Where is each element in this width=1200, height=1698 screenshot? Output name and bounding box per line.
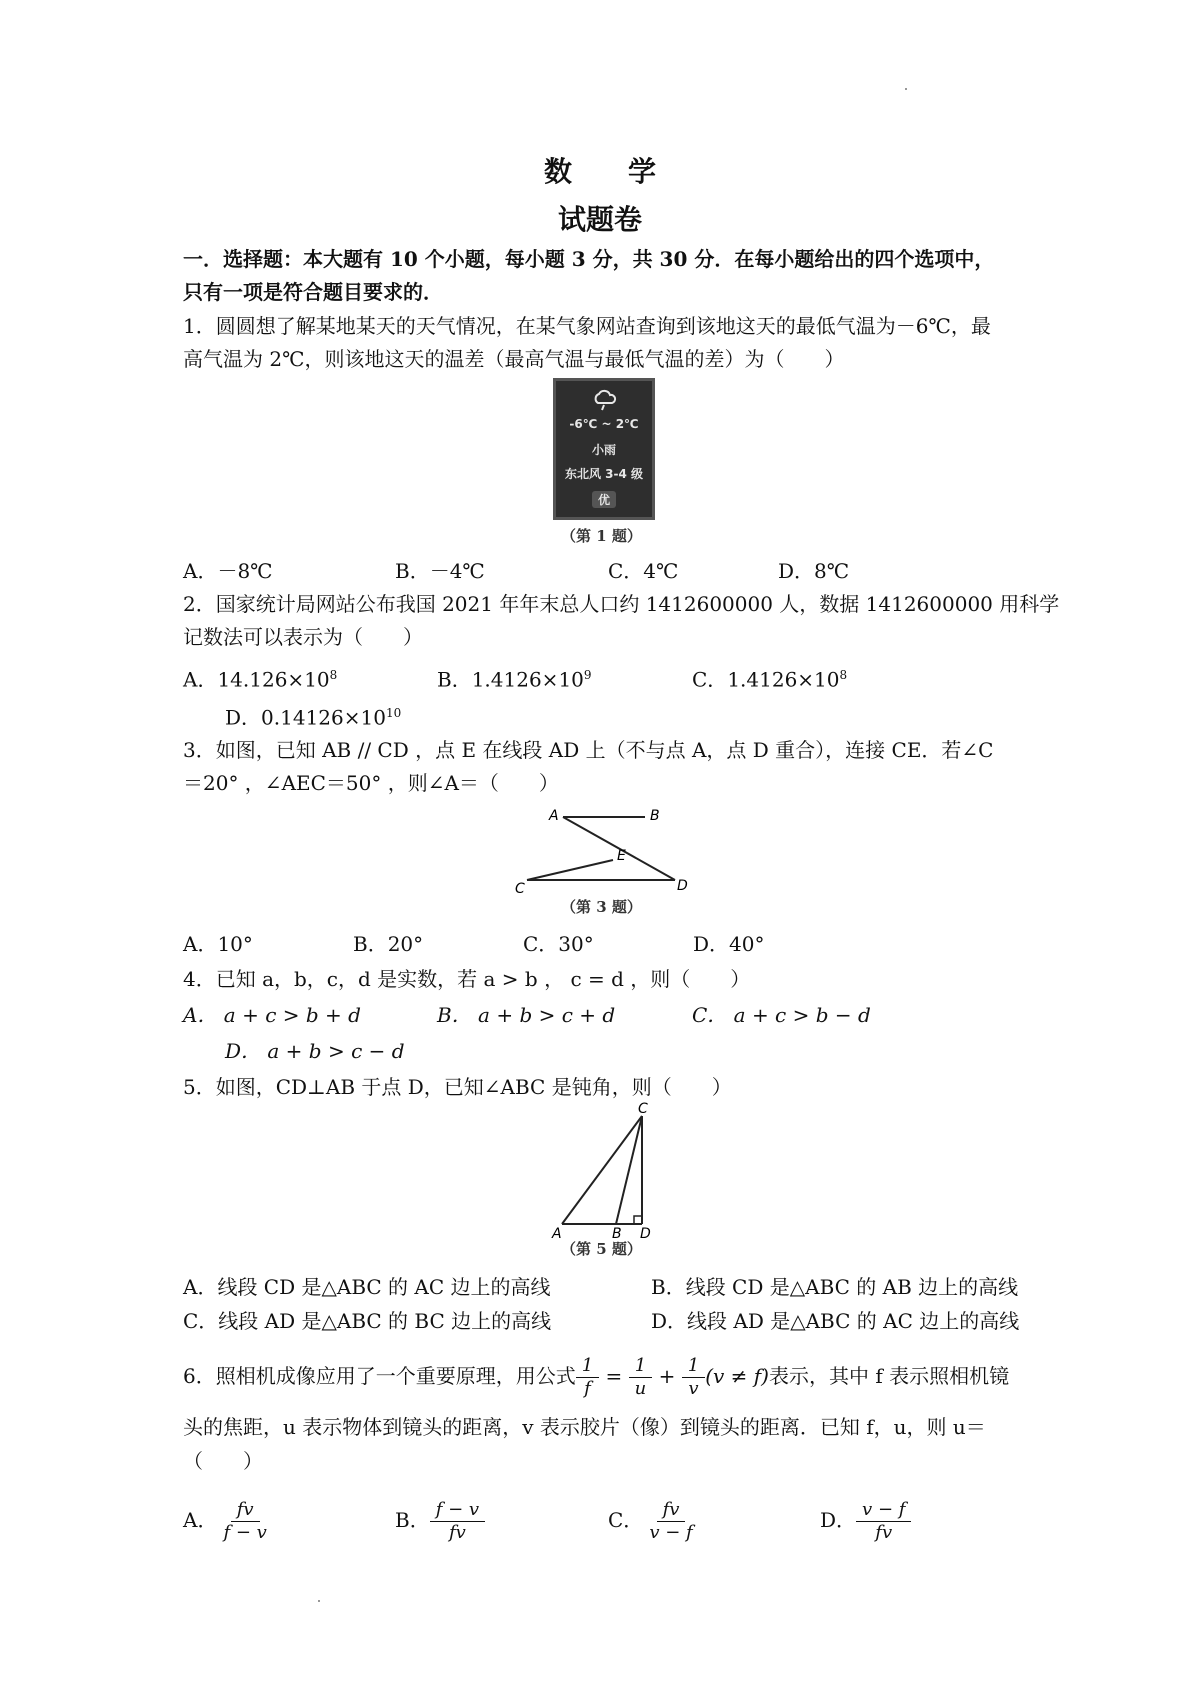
q6-formula-frac-f: $\frac{1}{f}$ bbox=[576, 1355, 599, 1400]
q4-option-b: B． a + b > c + d bbox=[437, 1003, 616, 1027]
section-heading-cont: 只有一项是符合题目要求的． bbox=[183, 280, 443, 304]
weather-wind: 东北风 3-4 级 bbox=[564, 467, 644, 481]
q1-text: 1．圆圆想了解某地某天的天气情况，在某气象网站查询到该地这天的最低气温为－6℃，最 bbox=[183, 314, 991, 338]
q4-option-d: D． a + b > c − d bbox=[225, 1039, 405, 1063]
q6-text: 6．照相机成像应用了一个重要原理，用公式 $\frac{1}{f}$ = $\frac{1}{u}$ + $\frac{1}{v}$ (v ≠ f)表示，其中 f 表示照相机镜 bbox=[183, 1355, 1010, 1399]
q1-option-a: A．－8℃ bbox=[183, 559, 273, 583]
q5-label-b: B bbox=[612, 1226, 622, 1242]
q5-option-c: C．线段 AD 是△ABC 的 BC 边上的高线 bbox=[183, 1309, 552, 1333]
weather-temp: -6℃ ~ 2℃ bbox=[569, 417, 639, 431]
q3-caption: （第 3 题） bbox=[561, 898, 642, 916]
q3-text: 3．如图，已知 AB // CD ，点 E 在线段 AD 上（不与点 A，点 D 重合），连接 CE．若∠C bbox=[183, 738, 994, 762]
section-heading: 一．选择题：本大题有 10 个小题，每小题 3 分，共 30 分．在每小题给出的四个选项中， bbox=[183, 247, 995, 271]
q2-option-d: D．$0.14126\times 10^{10}$ bbox=[225, 705, 402, 730]
q5-figure bbox=[548, 1100, 668, 1242]
q2-option-b: B．$1.4126\times 10^9$ bbox=[437, 667, 592, 692]
cloud-rain-icon bbox=[592, 389, 618, 411]
q1-option-c: C．4℃ bbox=[608, 559, 679, 583]
q5-label-c: C bbox=[638, 1101, 648, 1117]
q2-text-cont: 记数法可以表示为（ ） bbox=[183, 625, 423, 649]
q4-option-c: C． a + c > b − d bbox=[692, 1003, 871, 1027]
q6-option-c: C． $\frac{fv}{v - f}$ bbox=[608, 1499, 693, 1543]
q3-figure bbox=[505, 800, 695, 900]
q5-option-d: D．线段 AD 是△ABC 的 AC 边上的高线 bbox=[651, 1309, 1020, 1333]
q1-option-d: D．8℃ bbox=[778, 559, 850, 583]
q5-caption: （第 5 题） bbox=[561, 1240, 642, 1258]
q1-text-cont: 高气温为 2℃，则该地这天的温差（最高气温与最低气温的差）为（ ） bbox=[183, 347, 845, 371]
q5-label-d: D bbox=[640, 1226, 651, 1242]
q1-caption: （第 1 题） bbox=[561, 527, 642, 545]
page-title: 数 学 bbox=[543, 155, 656, 188]
q3-text-cont: ＝20° ，∠AEC＝50° ，则∠A＝（ ） bbox=[183, 771, 559, 795]
q3-label-a: A bbox=[549, 808, 559, 824]
q5-option-b: B．线段 CD 是△ABC 的 AB 边上的高线 bbox=[651, 1275, 1019, 1299]
q2-option-a: A．$14.126\times 10^8$ bbox=[183, 667, 338, 692]
q1-option-b: B．－4℃ bbox=[395, 559, 485, 583]
q6-text-cont2: （ ） bbox=[183, 1449, 263, 1473]
q6-option-b: B． $\frac{f - v}{fv}$ bbox=[395, 1490, 485, 1550]
scan-speck bbox=[905, 88, 907, 90]
q5-option-a: A．线段 CD 是△ABC 的 AC 边上的高线 bbox=[183, 1275, 551, 1299]
q3-label-c: C bbox=[515, 881, 525, 897]
q6-formula-frac-v: $\frac{1}{v}$ bbox=[682, 1355, 705, 1400]
q2-text: 2．国家统计局网站公布我国 2021 年年末总人口约 1412600000 人，数据 1412600000 用科学 bbox=[183, 592, 1060, 616]
q3-option-b: B．20° bbox=[353, 932, 424, 956]
q3-option-a: A．10° bbox=[183, 932, 253, 956]
q4-text: 4．已知 a，b，c，d 是实数，若 a > b ， c = d ，则（ ） bbox=[183, 967, 751, 991]
q6-formula-frac-u: $\frac{1}{u}$ bbox=[629, 1355, 653, 1400]
q6-option-a: A． $\frac{fv}{f - v}$ bbox=[183, 1499, 267, 1543]
q6-option-d: D． $\frac{v - f}{fv}$ bbox=[820, 1490, 911, 1550]
q3-label-d: D bbox=[677, 878, 688, 894]
weather-widget-image bbox=[553, 378, 655, 520]
q3-label-e: E bbox=[617, 848, 626, 864]
q6-text-cont: 头的焦距，u 表示物体到镜头的距离，v 表示胶片（像）到镜头的距离．已知 f，u，则 u＝ bbox=[183, 1415, 986, 1439]
q2-option-c: C．$1.4126\times 10^8$ bbox=[692, 667, 848, 692]
q4-option-a: A． a + c > b + d bbox=[183, 1003, 361, 1027]
weather-condition: 小雨 bbox=[591, 443, 616, 457]
q3-option-c: C．30° bbox=[523, 932, 594, 956]
weather-quality-badge: 优 bbox=[592, 491, 616, 508]
page-subtitle: 试题卷 bbox=[557, 203, 642, 236]
q3-label-b: B bbox=[650, 808, 660, 824]
q3-option-d: D．40° bbox=[693, 932, 765, 956]
q5-text: 5．如图，CD⊥AB 于点 D，已知∠ABC 是钝角，则（ ） bbox=[183, 1075, 732, 1099]
q5-label-a: A bbox=[552, 1226, 562, 1242]
scan-speck bbox=[318, 1600, 320, 1602]
